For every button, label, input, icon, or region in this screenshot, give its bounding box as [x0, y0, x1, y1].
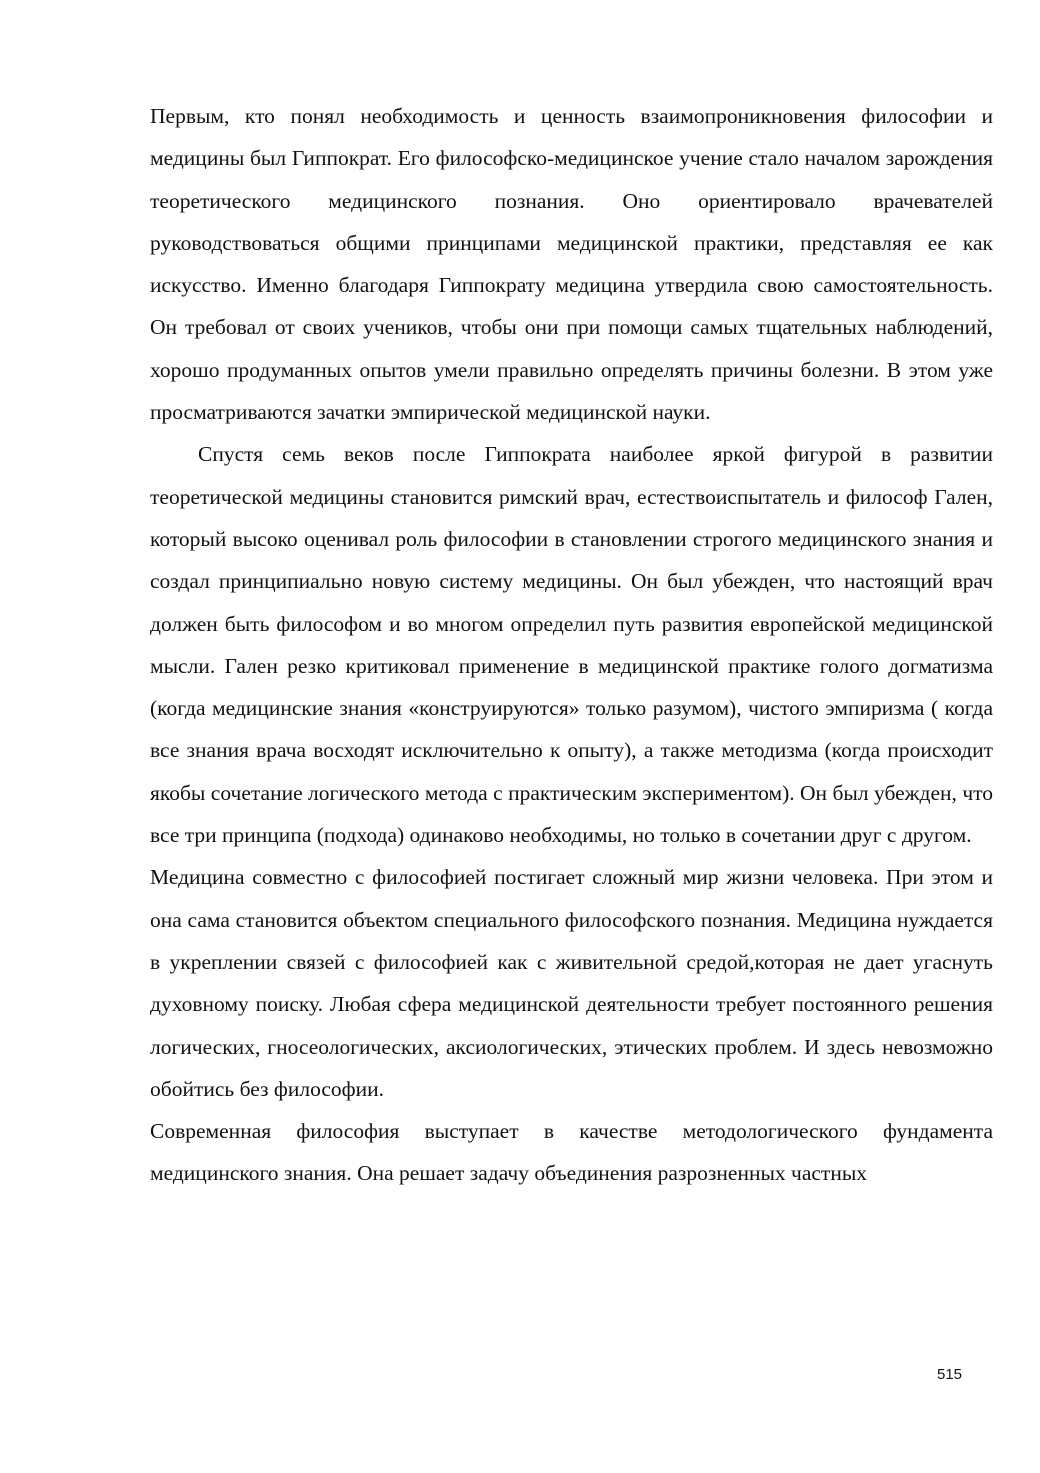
paragraph-galen: Спустя семь веков после Гиппократа наиболее яркой фигурой в развитии теоретической медицины становится римский врач, естествоиспытатель и философ Гален, который высоко оценивал роль философии в становлении строгого медицинского знания и создал принципиально новую систему медицины. Он был убежден, что настоящий врач должен быть философом и во многом определил путь развития европейской медицинской мысли. Гален резко критиковал применение в медицинской практике голого догматизма (когда медицинские знания «конструируются» только разумом), чистого эмпиризма ( когда все знания врача восходят исключительно к опыту), а также методизма (когда происходит якобы сочетание логического метода с практическим экспериментом). Он был убежден, что все три принципа (подхода) одинаково необходимы, но только в сочетании друг с другом. [150, 442, 993, 848]
page-number: 515 [937, 1366, 963, 1383]
paragraph-hippocrates: Первым, кто понял необходимость и ценность взаимопроникновения философии и медицины был Гиппократ. Его философско-медицинское учение стало началом зарождения теоретического медицинского познания. Оно ориентировало врачевателей руководствоваться общими принципами медицинской практики, представляя ее как искусство. Именно благодаря Гиппократу медицина утвердила свою самостоятельность. Он требовал от своих учеников, чтобы они при помощи самых тщательных наблюдений, хорошо продуманных опытов умели правильно определять причины болезни. В этом уже просматриваются зачатки эмпирической медицинской науки. [150, 104, 993, 425]
paragraph-medicine-and-philosophy: Медицина совместно с философией постигает сложный мир жизни человека. При этом и она сама становится объектом специального философского познания. Медицина нуждается в укреплении связей с философией как с живительной средой,которая не дает угаснуть духовному поиску. Любая сфера медицинской деятельности требует постоянного решения логических, гносеологических, аксиологических, этических проблем. И здесь невозможно обойтись без философии. [150, 865, 993, 1101]
paragraph-modern-philosophy: Современная философия выступает в качестве методологического фундамента медицинского знания. Она решает задачу объединения разрозненных частных [150, 1119, 993, 1186]
body-text [150, 95, 993, 1195]
